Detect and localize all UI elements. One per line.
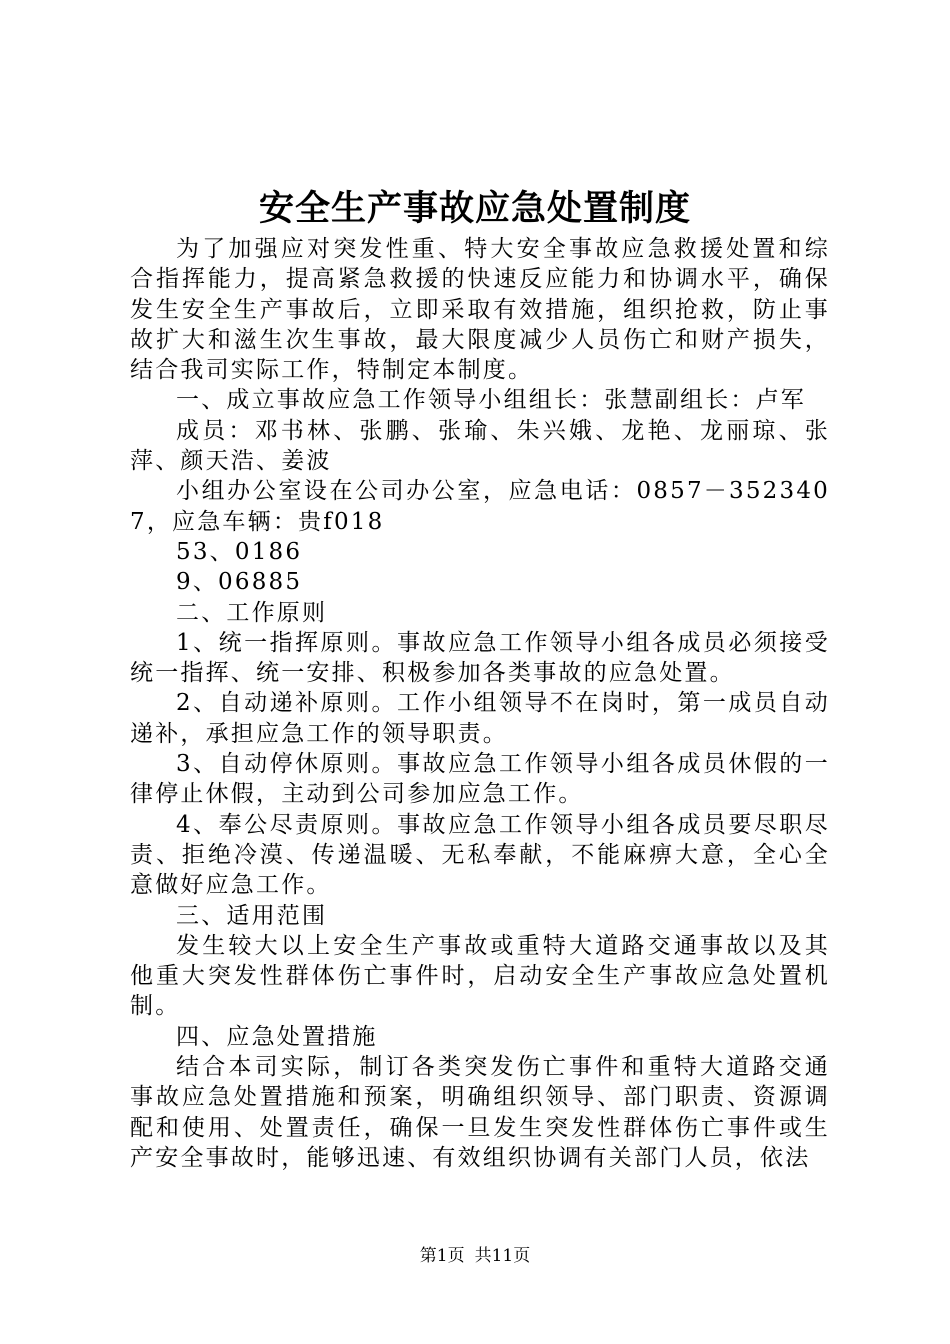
paragraph-section-2-heading: 二、工作原则 bbox=[176, 599, 328, 626]
paragraph-principle-1: 1、统一指挥原则。事故应急工作领导小组各成员必须接受统一指挥、统一安排、积极参加各类事故的应急处置。 bbox=[130, 629, 830, 687]
page-footer bbox=[0, 1244, 950, 1268]
paragraph-scope: 发生较大以上安全生产事故或重特大道路交通事故以及其他重大突发性群体伤亡事件时，启动安全生产事故应急处置机制。 bbox=[130, 932, 830, 1020]
document-title: 安全生产事故应急处置制度 bbox=[258, 188, 691, 229]
page-total: 共11页 bbox=[474, 1246, 531, 1266]
paragraph-section-3-heading: 三、适用范围 bbox=[176, 902, 328, 929]
paragraph-members: 成员：邓书林、张鹏、张瑜、朱兴娥、龙艳、龙丽琼、张萍、颜天浩、姜波 bbox=[130, 417, 830, 475]
paragraph-principle-3: 3、自动停休原则。事故应急工作领导小组各成员休假的一律停止休假，主动到公司参加应急工作。 bbox=[130, 751, 830, 808]
page-number: 第1页 bbox=[419, 1246, 465, 1266]
paragraph-measures: 结合本司实际，制订各类突发伤亡事件和重特大道路交通事故应急处置措施和预案，明确组织领导、部门职责、资源调配和使用、处置责任，确保一旦发生突发性群体伤亡事件或生产安全事故时，能够迅速、有效组织协调有关部门人员，依法 bbox=[130, 1054, 830, 1171]
paragraph-vehicle-2: 53、0186 bbox=[176, 538, 303, 565]
paragraph-principle-2: 2、自动递补原则。工作小组领导不在岗时，第一成员自动递补，承担应急工作的领导职责。 bbox=[130, 690, 830, 747]
document-body bbox=[130, 234, 830, 1173]
paragraph-office: 小组办公室设在公司办公室，应急电话：0857－3523407，应急车辆：贵f018 bbox=[130, 478, 830, 535]
paragraph-intro: 为了加强应对突发性重、特大安全事故应急救援处置和综合指挥能力，提高紧急救援的快速反应能力和协调水平，确保发生安全生产事故后，立即采取有效措施，组织抢救，防止事故扩大和滋生次生事故，最大限度减少人员伤亡和财产损失，结合我司实际工作，特制定本制度。 bbox=[130, 236, 830, 384]
paragraph-section-4-heading: 四、应急处置措施 bbox=[176, 1023, 378, 1050]
paragraph-principle-4: 4、奉公尽责原则。事故应急工作领导小组各成员要尽职尽责、拒绝冷漠、传递温暖、无私奉献，不能麻痹大意，全心全意做好应急工作。 bbox=[130, 811, 830, 899]
paragraph-vehicle-3: 9、06885 bbox=[176, 569, 303, 596]
paragraph-section-1-heading: 一、成立事故应急工作领导小组组长：张慧副组长：卢军 bbox=[176, 387, 806, 414]
